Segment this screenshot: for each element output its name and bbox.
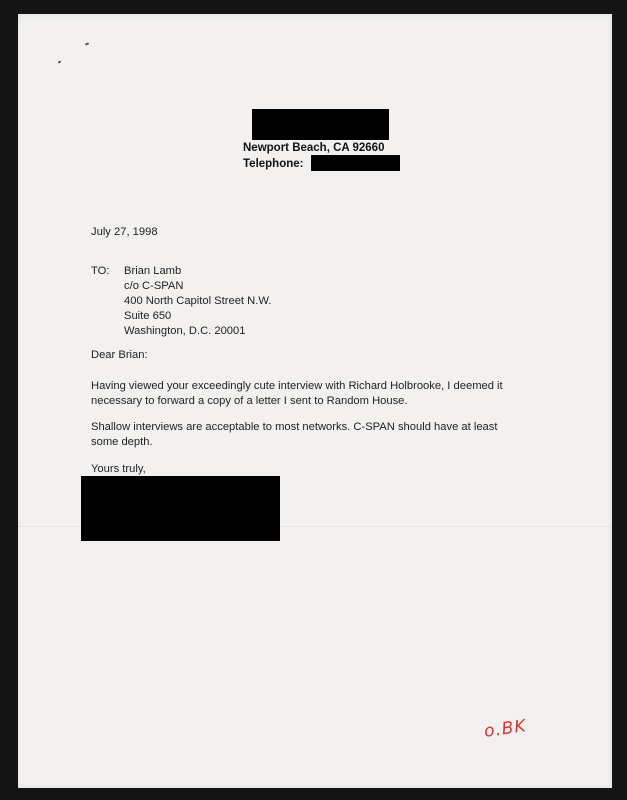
paragraph-line: necessary to forward a copy of a letter I sent to Random House. [91, 395, 408, 407]
redacted-sender-name [252, 109, 389, 140]
recipient-line: Washington, D.C. 20001 [124, 325, 246, 337]
to-label: TO: [91, 265, 110, 277]
paragraph-line: some depth. [91, 436, 153, 448]
paragraph-line: Having viewed your exceedingly cute interview with Richard Holbrooke, I deemed it [91, 380, 503, 392]
salutation: Dear Brian: [91, 349, 148, 361]
scan-speck [58, 60, 62, 63]
recipient-line: c/o C-SPAN [124, 280, 184, 292]
body-paragraph-2 [91, 420, 497, 450]
letter-date: July 27, 1998 [91, 226, 158, 238]
redacted-telephone [311, 155, 400, 171]
closing: Yours truly, [91, 463, 146, 475]
redacted-signature [81, 476, 280, 541]
letterhead-telephone-label: Telephone: [243, 158, 304, 170]
recipient-line: 400 North Capitol Street N.W. [124, 295, 272, 307]
letter-page [18, 14, 612, 788]
letterhead-address: Newport Beach, CA 92660 [243, 142, 385, 154]
scan-speck [85, 42, 89, 45]
paragraph-line: Shallow interviews are acceptable to most networks. C-SPAN should have at least [91, 421, 498, 433]
handwritten-annotation: o.BK [482, 716, 528, 742]
recipient-line: Brian Lamb [124, 265, 182, 277]
body-paragraph-1 [91, 379, 503, 409]
recipient-address [124, 264, 271, 339]
recipient-line: Suite 650 [124, 310, 172, 322]
